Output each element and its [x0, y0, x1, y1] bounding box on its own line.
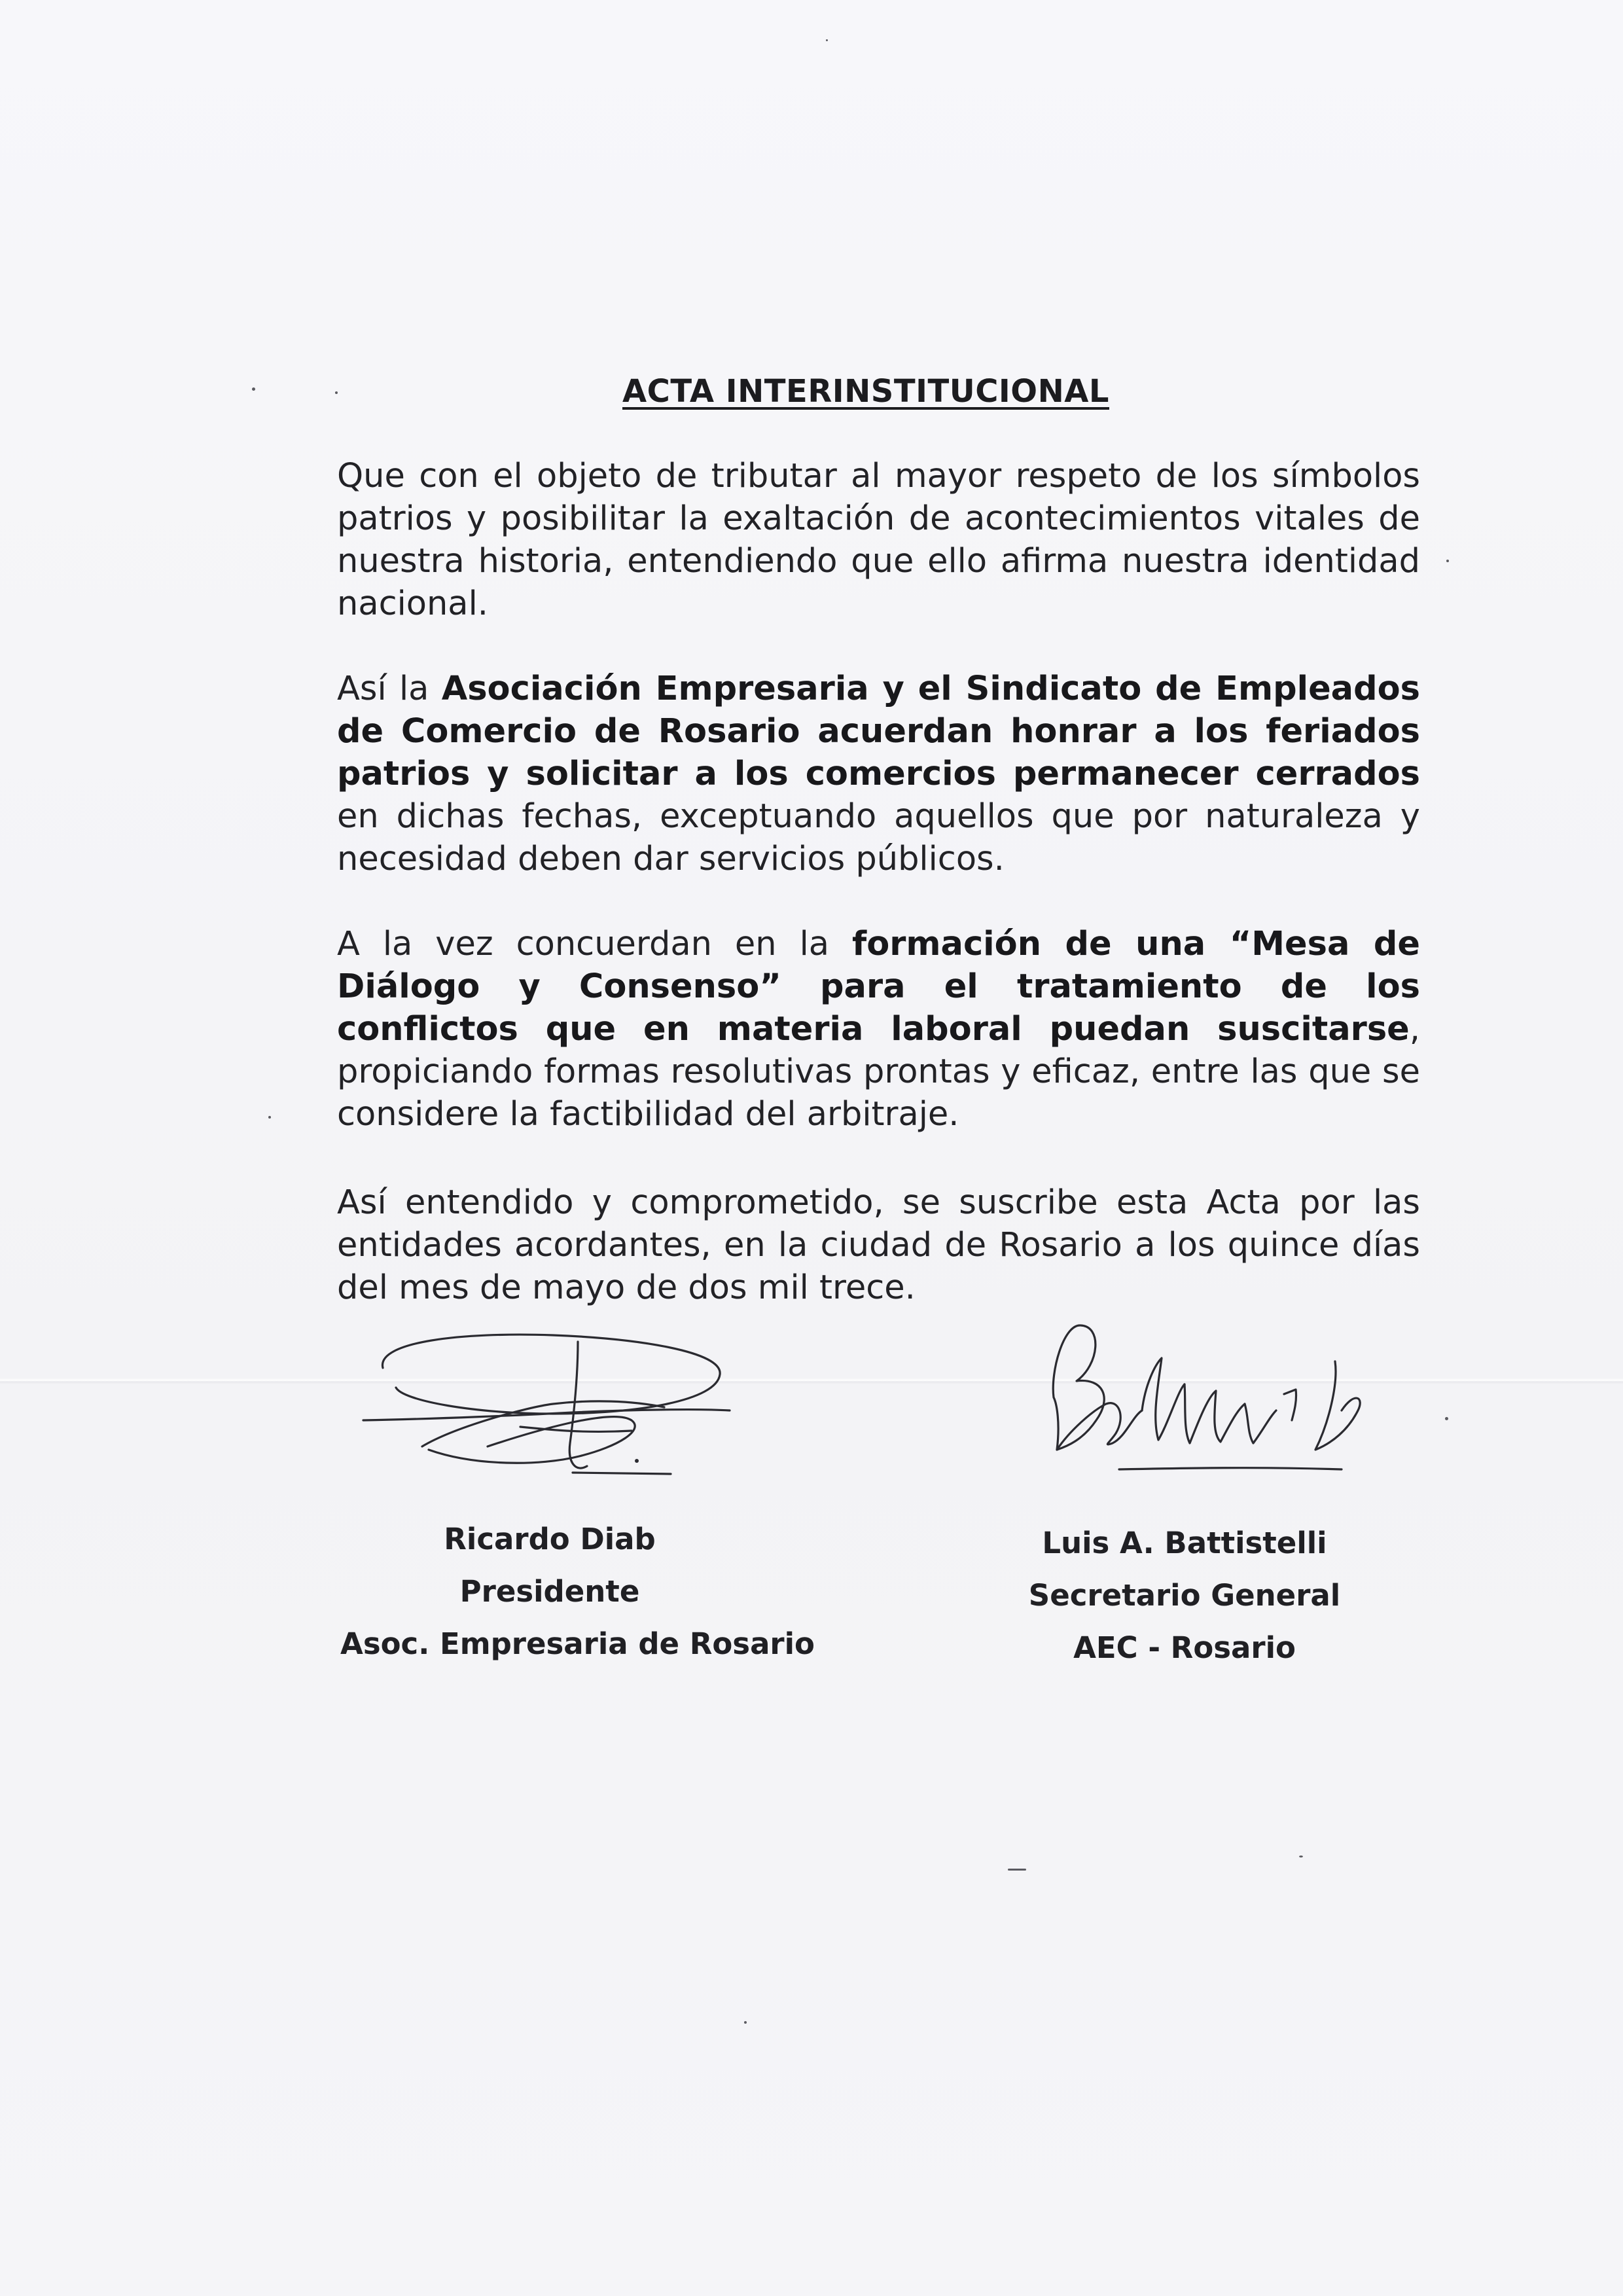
scan-speck	[1008, 1869, 1026, 1871]
scan-speck	[335, 391, 338, 394]
scan-speck	[826, 39, 828, 41]
scan-speck	[1299, 1856, 1303, 1857]
paragraph-purpose-text: Que con el objeto de tributar al mayor respeto de los símbolos patrios y posibilitar la exaltación de acontecimientos vitales de nuestra historia, entendiendo que ello afirma nuestra identidad nacional.	[337, 457, 1420, 623]
paragraph-dialogue-lead: A la vez concuerdan en la	[337, 925, 853, 963]
paragraph-agreement	[337, 668, 1420, 880]
paragraph-dialogue-rest: , propiciando formas resolutivas prontas y eficaz, entre las que se considere la factibilidad del arbitraje.	[337, 1010, 1420, 1134]
paragraph-agreement-rest: en dichas fechas, exceptuando aquellos que por naturaleza y necesidad deben dar servicios públicos.	[337, 797, 1420, 878]
signature-left	[357, 1316, 736, 1486]
signatory-left	[340, 1513, 815, 1670]
signatory-right-name: Luis A. Battistelli	[1042, 1526, 1327, 1560]
scan-speck	[1446, 560, 1449, 562]
document-title: ACTA INTERINSTITUCIONAL	[622, 373, 1109, 410]
scan-speck	[268, 1116, 271, 1119]
paragraph-dialogue-bold: formación de una “Mesa de Diálogo y Consenso” para el tratamiento de los conflictos que en materia laboral puedan suscitarse	[337, 925, 1420, 1049]
signatory-right-role: Secretario General	[1028, 1578, 1341, 1613]
paragraph-closing-text: Así entendido y comprometido, se suscribe esta Acta por las entidades acordantes, en la ciudad de Rosario a los quince días del mes de mayo de dos mil trece.	[337, 1183, 1420, 1307]
paragraph-agreement-lead: Así la	[337, 670, 442, 708]
scan-speck	[252, 387, 255, 391]
paragraph-dialogue-table	[337, 923, 1420, 1136]
signatory-left-role: Presidente	[459, 1574, 640, 1609]
paragraph-agreement-bold: Asociación Empresaria y el Sindicato de Empleados de Comercio de Rosario acuerdan honrar a los feriados patrios y solicitar a los comercios permanecer cerrados	[337, 670, 1420, 793]
paragraph-purpose	[337, 455, 1420, 625]
signatory-right-org: AEC - Rosario	[1073, 1630, 1296, 1665]
signatory-left-name: Ricardo Diab	[444, 1522, 656, 1556]
signatory-right	[975, 1517, 1394, 1674]
signature-right	[1041, 1312, 1381, 1522]
paragraph-closing	[337, 1181, 1420, 1309]
signatory-left-org: Asoc. Empresaria de Rosario	[340, 1626, 815, 1661]
scan-speck	[1445, 1417, 1448, 1420]
scan-speck	[744, 2021, 747, 2024]
